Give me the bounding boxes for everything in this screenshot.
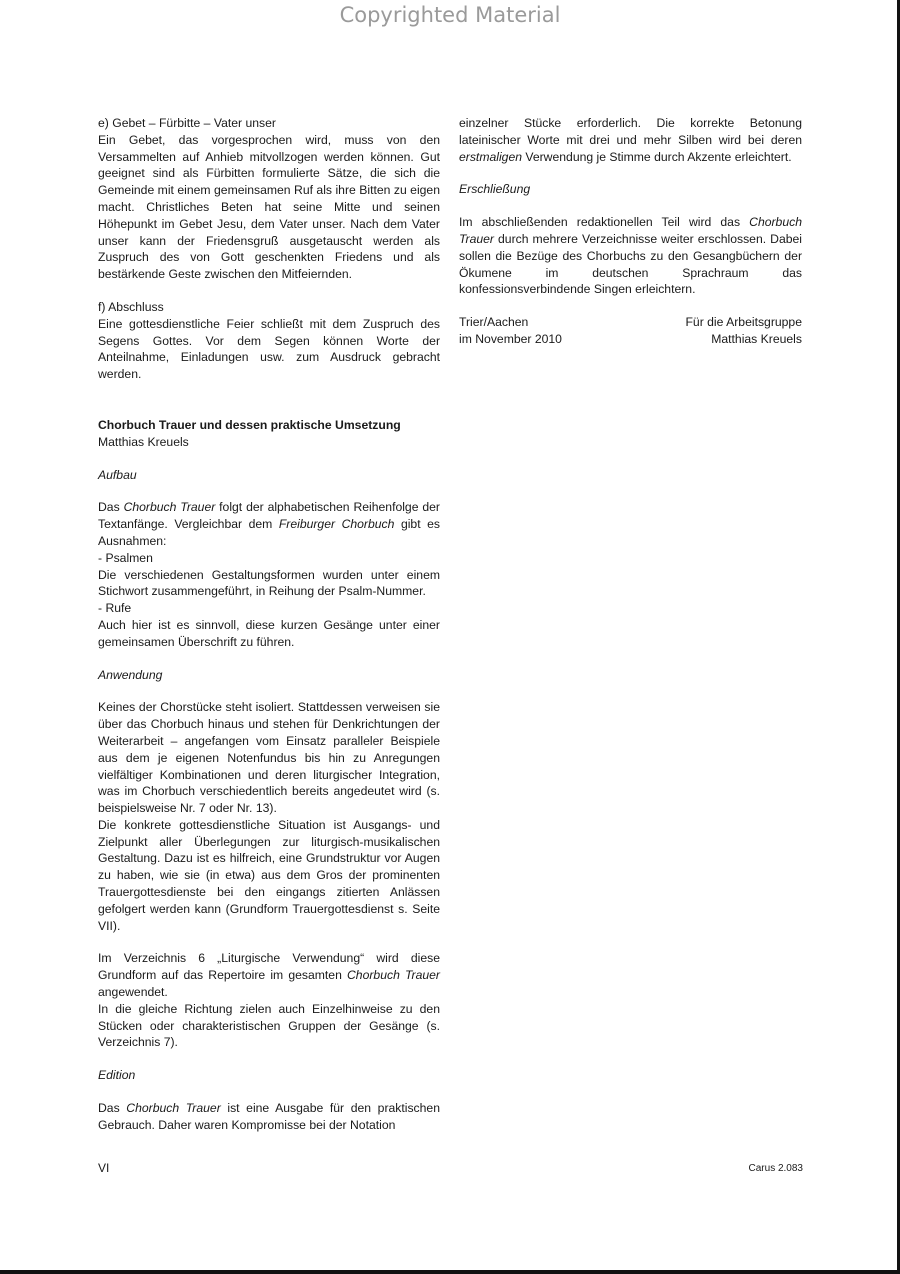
text-run: folgt der alphabetischen Reihenfolge der Textanfänge. Vergleichbar dem [98,500,440,532]
anwendung-paragraph-1: Keines der Chorstücke steht isoliert. Stattdessen verweisen sie über das Chorbuch hinaus und stehen für Denkrichtungen der Weiterarbeit – angefangen vom Einsatz paralleler Beispiele aus dem je eigenen Notenfundus bis hin zu Anregungen vielfältiger Kombinationen und deren liturgischer Integration, was im Chorbuch verschiedentlich bereits angedeutet wird (s. beispielsweise Nr. 7 oder Nr. 13). [98,700,440,816]
book-title: Freiburger Chorbuch [278,517,395,532]
text-run: angewendet. [98,985,168,1000]
text-run: Das [98,500,124,515]
aufbau-item-rufe-body: Auch hier ist es sinnvoll, diese kurzen Gesänge unter einer gemeinsamen Überschrift zu führen. [98,617,440,649]
catalog-number: Carus 2.083 [748,1163,803,1174]
section-title: Chorbuch Trauer und dessen praktische Umsetzung [98,417,401,432]
book-title: Chorbuch Trauer [459,215,802,246]
signature-name: Matthias Kreuels [711,331,802,346]
signature-for: Für die Arbeitsgruppe [685,315,802,330]
signature-date: im November 2010 [459,331,562,346]
anwendung-paragraph-3 [98,950,440,1000]
watermark: Copyrighted Material [339,3,561,27]
edition-paragraph [98,1100,440,1134]
text-run: durch mehrere Verzeichnisse weiter erschlossen. Dabei sollen die Bezüge des Chorbuchs zu den Gesangbüchern der Ökumene im deutschen Sprachraum das konfessionsverbindende Singen erleichtern. [459,231,802,297]
aufbau-item-psalmen-body: Die verschiedenen Gestaltungsformen wurden unter einem Stichwort zusammengeführt, in Reihung der Psalm-Nummer. [98,567,440,599]
emphasis: erstmaligen [459,149,522,164]
section-e-body: Ein Gebet, das vorgesprochen wird, muss von den Versammelten auf Anhieb mitvollzogen werden können. Gut geeignet sind als Fürbitten formulierte Sätze, die sich die Gemeinde mit einem gemeinsamen Ruf als ihre Bitten zu eigen macht. Christliches Beten hat seine Mitte und seinen Höhepunkt im Gebet Jesu, dem Vater unser. Nach dem Vater unser kann der Friedensgruß ausgetauscht werden als Zuspruch des von Gott geschenkten Friedens und als bestärkende Geste zwischen den Mitfeiernden. [98,132,440,282]
book-title: Chorbuch Trauer [347,968,440,983]
book-title: Chorbuch Trauer [126,1101,221,1116]
page-number: VI [98,1161,110,1175]
erschliessung-paragraph [459,214,802,298]
edition-continuation [459,115,802,165]
text-run: Im abschließenden redaktionellen Teil wird das [459,215,750,230]
aufbau-paragraph [98,499,440,549]
anwendung-paragraph-2: Die konkrete gottesdienstliche Situation ist Ausgangs- und Zielpunkt aller Überlegungen zur liturgisch-musikalischen Gestaltung. Dazu ist es hilfreich, eine Grundstruktur vor Augen zu haben, wie sie (in etwa) aus dem Gros der prominenten Trauergottesdienste bei den eingangs zitierten Anlässen gefolgert werden kann (Grundform Trauergottesdienst s. Seite VII). [98,817,440,933]
signature-author [685,314,802,348]
anwendung-paragraph-4: In die gleiche Richtung zielen auch Einzelhinweise zu den Stücken oder charakteristischen Gruppen der Gesänge (s. Verzeichnis 7). [98,1001,440,1050]
aufbau-item-rufe: - Rufe [98,601,132,616]
edition-heading: Edition [98,1068,136,1083]
aufbau-heading: Aufbau [98,467,137,482]
right-column [459,115,802,348]
text-run: Das [98,1101,127,1116]
section-author: Matthias Kreuels [98,434,189,449]
erschliessung-heading: Erschließung [459,182,531,197]
left-column [98,115,440,1134]
spacer [98,399,440,417]
text-run: gibt es Ausnahmen: [98,517,440,548]
section-e-heading: e) Gebet – Fürbitte – Vater unser [98,116,276,130]
aufbau-item-psalmen: - Psalmen [98,550,153,565]
text-run: ist eine Ausgabe für den praktischen Gebrauch. Daher waren Kompromisse bei der Notation [98,1101,440,1132]
text-run: Verwendung je Stimme durch Akzente erleichtert. [522,149,792,164]
section-f-body: Eine gottesdienstliche Feier schließt mit dem Zuspruch des Segens Gottes. Vor dem Segen können Worte der Anteilnahme, Einladungen usw. zum Ausdruck gebracht werden. [98,316,440,382]
anwendung-heading: Anwendung [98,667,163,682]
book-title: Chorbuch Trauer [123,500,216,515]
signature-place: Trier/Aachen [459,315,529,330]
signature-place-date [459,314,562,348]
text-run: Im Verzeichnis 6 „Liturgische Verwendung“ wird diese Grundform auf das Repertoire im gesamten [98,951,440,983]
section-f-heading: f) Abschluss [98,299,164,314]
text-run: einzelner Stücke erforderlich. Die korrekte Betonung lateinischer Worte mit drei und mehr Silben wird bei deren [459,116,802,147]
signature-block [459,314,802,348]
